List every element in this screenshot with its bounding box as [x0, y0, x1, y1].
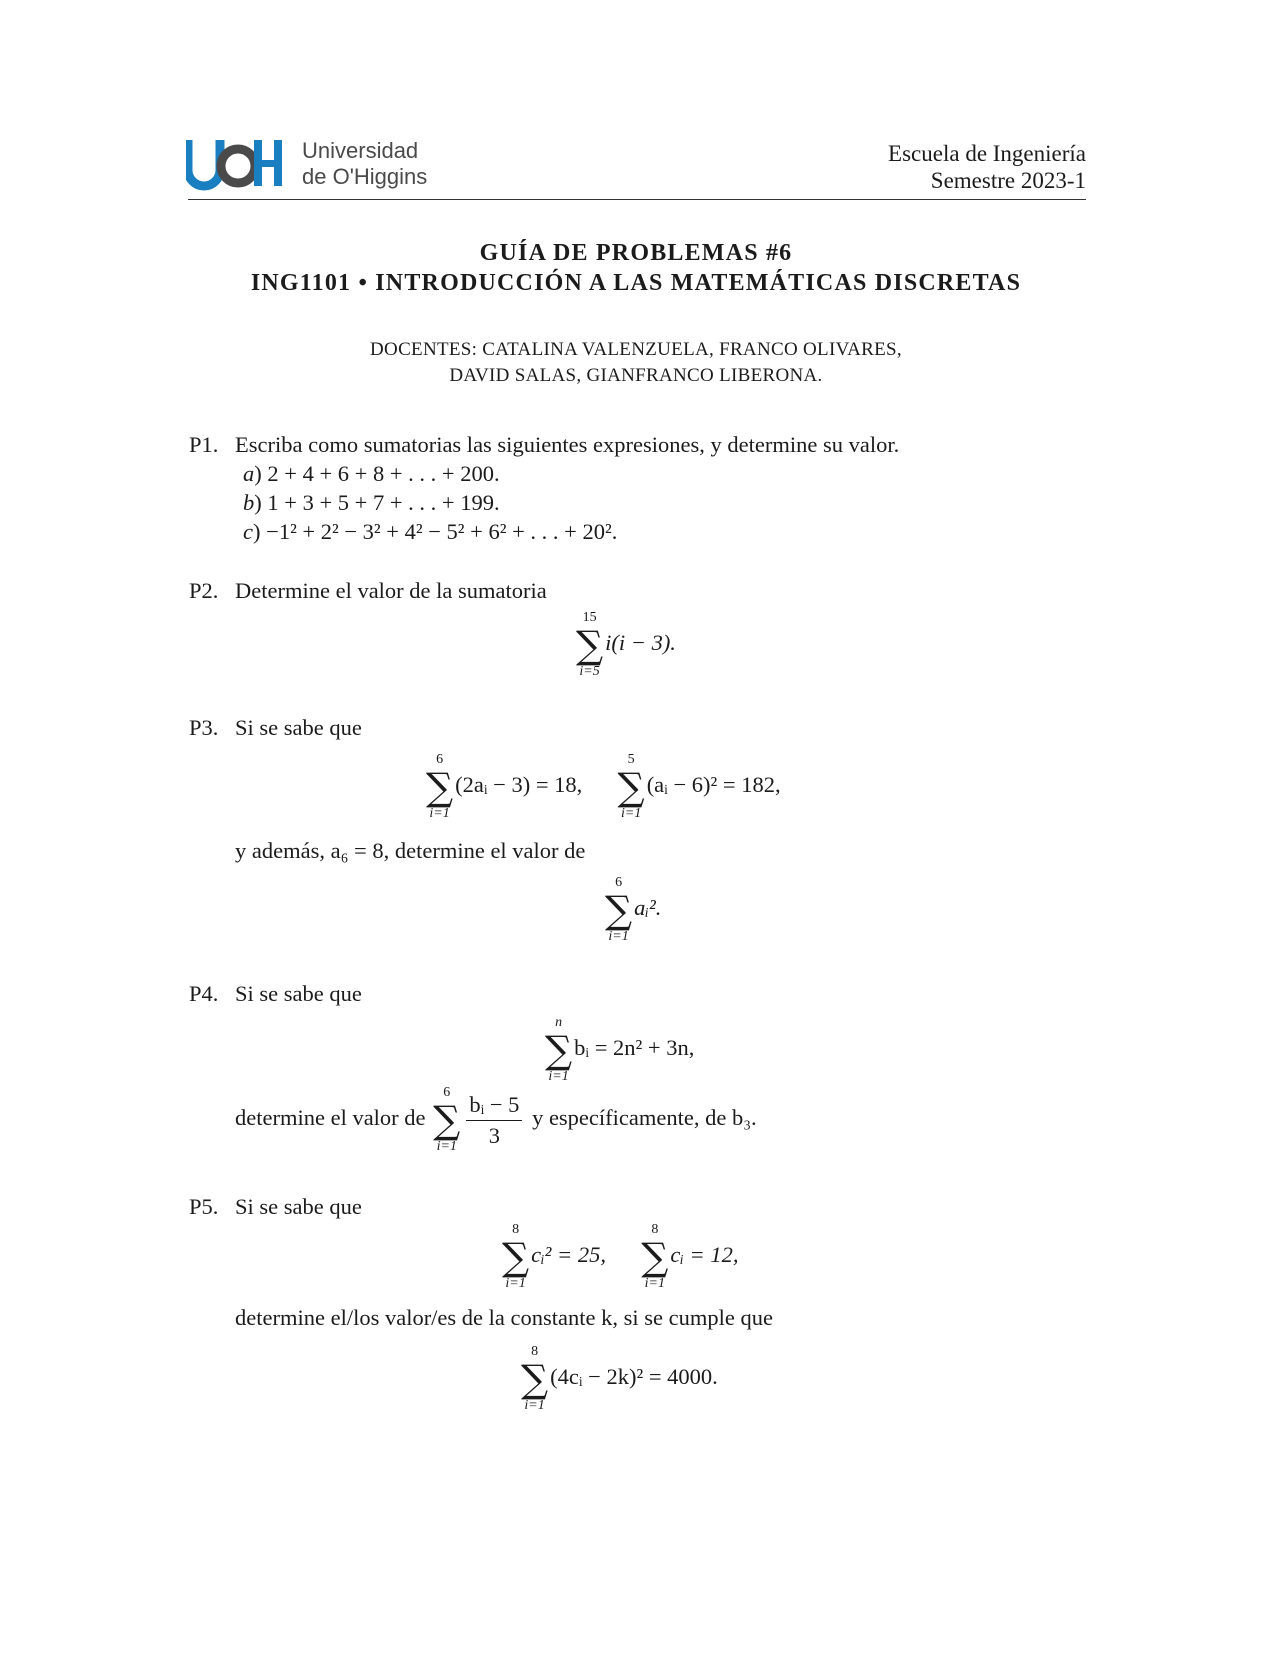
p3-middle-text: y además, a₆ = 8, determine el valor de [235, 838, 586, 863]
p4-sum-lower: i=1 [548, 1069, 569, 1084]
p5-question-text: determine el/los valor/es de la constante k, si se cumple que [235, 1305, 773, 1330]
p2-sum-lower: i=5 [579, 664, 600, 679]
p4-sum-2: 6 ∑ i=1 [433, 1085, 461, 1154]
p1-item-c-tag: c [243, 519, 253, 544]
p1-item-b-tag: b [243, 490, 255, 515]
logo-line-1: Universidad [302, 138, 419, 163]
p3-sum-3-upper: 6 [615, 875, 623, 890]
uoh-logo-mark [186, 136, 286, 192]
p5-condition [519, 1344, 718, 1414]
p5-sum-1-body: cᵢ² = 25, [531, 1242, 606, 1268]
p3-sum-2-lower: i=1 [620, 806, 642, 821]
p5-sum-2-upper: 8 [651, 1222, 659, 1237]
p3-sum-2: 5 ∑ i=1 [617, 752, 645, 821]
header-divider [188, 199, 1086, 200]
p4-fraction [466, 1092, 522, 1149]
p4-fraction-numerator: bᵢ − 5 [466, 1092, 522, 1121]
logo-line-2: de O'Higgins [302, 164, 428, 189]
p1-label: P1. [189, 432, 219, 457]
p3-sum-3-lower: i=1 [608, 929, 629, 944]
p5-sum-1-lower: i=1 [505, 1276, 526, 1291]
p3-sum-3-body: aᵢ². [634, 895, 662, 921]
p1-item-a-tag: a [243, 461, 255, 486]
guide-title: GUÍA DE PROBLEMAS #6 [479, 240, 793, 266]
p2-sum-upper: 15 [582, 610, 597, 625]
p3-sum-1-body: (2aᵢ − 3) = 18, [455, 772, 583, 798]
p5-label: P5. [189, 1194, 219, 1219]
p4-sum-upper: n [555, 1015, 563, 1030]
p1-item-c-expr: −1² + 2² − 3² + 4² − 5² + 6² + . . . + 20². [266, 519, 618, 544]
school-name: Escuela de Ingeniería [888, 141, 1086, 166]
p5-sum-3-lower: i=1 [524, 1398, 545, 1413]
p4-question-tail: y específicamente, de b₃. [532, 1105, 757, 1131]
p3-sum-1-upper: 6 [436, 752, 444, 767]
p4-question [235, 1085, 757, 1155]
p5-statement: Si se sabe que [235, 1194, 362, 1219]
p1-item-b-expr: 1 + 3 + 5 + 7 + . . . + 199. [267, 490, 500, 515]
p3-target [603, 875, 661, 945]
p4-label: P4. [189, 981, 219, 1006]
teachers [0, 337, 1272, 389]
p2-label: P2. [189, 578, 219, 603]
p4-sum: n ∑ i=1 [545, 1015, 573, 1084]
p4-fraction-denominator: 3 [488, 1122, 500, 1148]
p3-sum-3: 6 ∑ i=1 [605, 875, 633, 944]
p2-statement: Determine el valor de la sumatoria [235, 578, 547, 603]
p4-given [543, 1015, 694, 1085]
p3-sum-2-upper: 5 [627, 752, 635, 767]
p1-item-a-expr: 2 + 4 + 6 + 8 + . . . + 200. [267, 461, 500, 486]
course-title: ING1101 • INTRODUCCIÓN A LAS MATEMÁTICAS DISCRETAS [250, 270, 1022, 296]
university-logo [186, 136, 446, 192]
p2-formula [574, 610, 676, 680]
p4-statement: Si se sabe que [235, 981, 362, 1006]
p5-sum-2-body: cᵢ = 12, [670, 1242, 739, 1268]
p4-sum-2-upper: 6 [443, 1085, 451, 1100]
p2-sum: 15 ∑ i=5 [576, 610, 604, 679]
p5-sum-3: 8 ∑ i=1 [521, 1344, 549, 1413]
p1-item-c: c) −1² + 2² − 3² + 4² − 5² + 6² + . . . + 20². [243, 519, 618, 544]
p4-question-text: determine el valor de [235, 1105, 426, 1131]
semester: Semestre 2023-1 [930, 168, 1086, 193]
p3-label: P3. [189, 715, 219, 740]
p5-sum-3-body: (4cᵢ − 2k)² = 4000. [550, 1364, 718, 1390]
p5-sum-2: 8 ∑ i=1 [641, 1222, 669, 1291]
p5-sum-1-upper: 8 [512, 1222, 520, 1237]
p5-sum-3-upper: 8 [531, 1344, 539, 1359]
p5-sum-1: 8 ∑ i=1 [502, 1222, 530, 1291]
teachers-line-1: DOCENTES: CATALINA VALENZUELA, FRANCO OLIVARES, [370, 339, 902, 360]
p1-item-b: b) 1 + 3 + 5 + 7 + . . . + 199. [243, 490, 500, 515]
p3-given [424, 752, 781, 822]
teachers-line-2: DAVID SALAS, GIANFRANCO LIBERONA. [449, 365, 823, 386]
p1-item-a: a) 2 + 4 + 6 + 8 + . . . + 200. [243, 461, 500, 486]
p3-sum-1: 6 ∑ i=1 [426, 752, 454, 821]
p3-sum-1-lower: i=1 [429, 806, 450, 821]
p4-sum-2-lower: i=1 [436, 1139, 457, 1154]
p2-sum-body: i(i − 3). [605, 630, 676, 656]
p3-statement: Si se sabe que [235, 715, 362, 740]
school-header [888, 140, 1086, 194]
p4-sum-body: bᵢ = 2n² + 3n, [574, 1035, 695, 1061]
p5-sum-2-lower: i=1 [644, 1276, 665, 1291]
p1-statement: Escriba como sumatorias las siguientes expresiones, y determine su valor. [235, 432, 900, 457]
p3-sum-2-body: (aᵢ − 6)² = 182, [646, 772, 781, 798]
p5-given [500, 1222, 739, 1292]
